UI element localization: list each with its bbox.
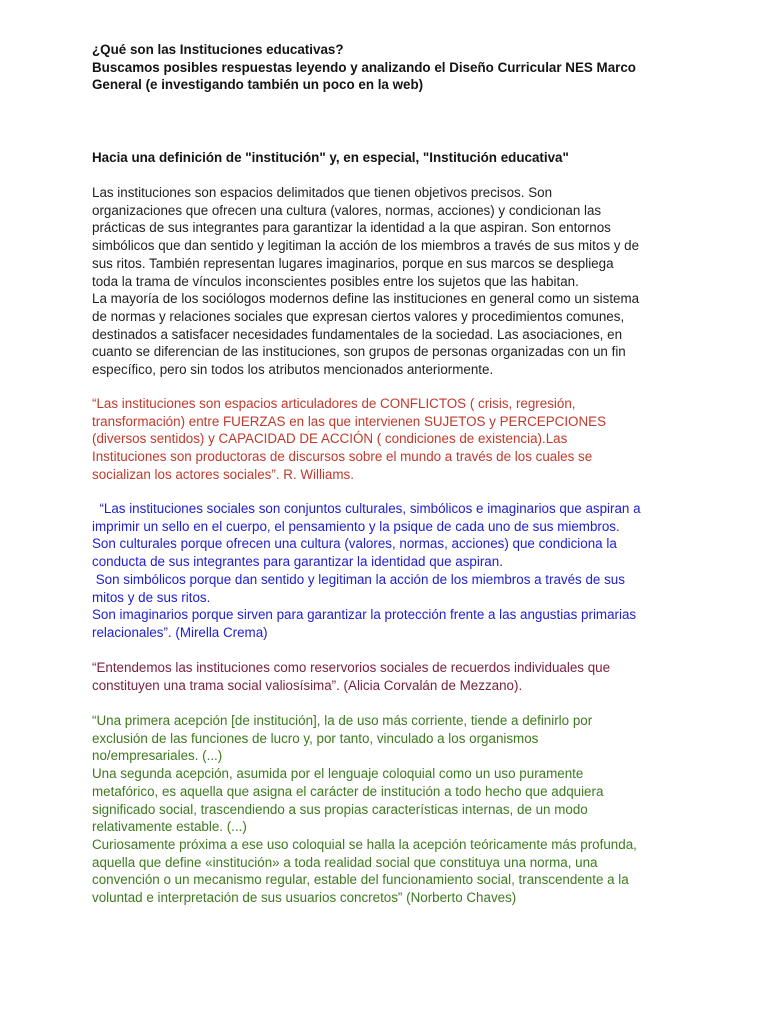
header-subtitle-line: Buscamos posibles respuestas leyendo y analizando el Diseño Curricular NES Marco bbox=[92, 59, 636, 75]
quote-crema bbox=[92, 500, 692, 642]
quote-line: “Las instituciones son espacios articuladores de CONFLICTOS ( crisis, regresión, bbox=[92, 396, 576, 411]
quote-line: exclusión de las funciones de lucro y, por tanto, vinculado a los organismos bbox=[92, 730, 539, 746]
header-title: ¿Qué son las Instituciones educativas? bbox=[92, 42, 344, 57]
paragraph-line: La mayoría de los sociólogos modernos define las instituciones en general como un sistema bbox=[92, 291, 640, 307]
quote-chaves bbox=[92, 712, 692, 907]
paragraph-line: de normas y relaciones sociales que expresan ciertos valores y procedimientos comunes, bbox=[92, 308, 625, 324]
quote-line: “Entendemos las instituciones como reservorios sociales de recuerdos individuales que bbox=[92, 660, 611, 675]
quote-line: imprimir un sello en el cuerpo, el pensamiento y la psique de cada uno de sus miembros. bbox=[92, 518, 620, 534]
quote-line: metafórico, es aquella que asigna el carácter de institución a todo hecho que adquiera bbox=[92, 783, 604, 799]
quote-corvalan bbox=[92, 659, 692, 694]
paragraph-line: cuanto se diferencian de las instituciones, son grupos de personas organizadas con un fin bbox=[92, 344, 626, 360]
quote-line: voluntad e interpretación de sus usuarios concretos” (Norberto Chaves) bbox=[92, 890, 517, 906]
quote-line: relacionales”. (Mirella Crema) bbox=[92, 624, 268, 640]
document-header bbox=[92, 41, 692, 94]
quote-line: “Una primera acepción [de institución], la de uso más corriente, tiende a definirlo por bbox=[92, 713, 593, 728]
quote-line: convención o un mecanismo regular, estable del funcionamiento social, transcendente a la bbox=[92, 872, 629, 888]
quote-williams bbox=[92, 395, 692, 484]
paragraph-line: Las instituciones son espacios delimitados que tienen objetivos precisos. Son bbox=[92, 185, 553, 200]
quote-line: relativamente estable. (...) bbox=[92, 819, 247, 835]
quote-line: Son culturales porque ofrecen una cultura (valores, normas, acciones) que condiciona la bbox=[92, 536, 617, 552]
paragraph-line: específico, pero sin todos los atributos mencionados anteriormente. bbox=[92, 362, 494, 378]
paragraph-line: prácticas de sus integrantes para garantizar la identidad a la que aspiran. Son entornos bbox=[92, 220, 611, 236]
quote-line: Curiosamente próxima a ese uso coloquial se halla la acepción teóricamente más profunda, bbox=[92, 836, 637, 852]
quote-line: constituyen una trama social valiosísima”. (Alicia Corvalán de Mezzano). bbox=[92, 677, 523, 693]
quote-line: significado social, trascendiendo a sus propias características internas, de un modo bbox=[92, 801, 588, 817]
quote-line: “Las instituciones sociales son conjuntos culturales, simbólicos e imaginarios que aspiran a bbox=[92, 501, 641, 516]
paragraph-line: destinados a satisfacer necesidades fundamentales de la sociedad. Las asociaciones, en bbox=[92, 326, 623, 342]
quote-line: Una segunda acepción, asumida por el lenguaje coloquial como un uso puramente bbox=[92, 766, 584, 782]
quote-line: Son simbólicos porque dan sentido y legitiman la acción de los miembros a través de sus bbox=[92, 571, 625, 587]
paragraph-line: simbólicos que dan sentido y legitiman la acción de los miembros a través de sus mitos y de bbox=[92, 238, 640, 254]
quote-line: conducta de sus integrantes para garantizar la identidad que aspiran. bbox=[92, 554, 503, 570]
quote-line: no/empresariales. (...) bbox=[92, 748, 223, 764]
quote-line: Son imaginarios porque sirven para garantizar la protección frente a las angustias primarias bbox=[92, 607, 637, 623]
paragraph-line: organizaciones que ofrecen una cultura (valores, normas, acciones) y condicionan las bbox=[92, 202, 602, 218]
quote-line: mitos y de sus ritos. bbox=[92, 589, 211, 605]
quote-line: (diversos sentidos) y CAPACIDAD DE ACCIÓN ( condiciones de existencia).Las bbox=[92, 431, 568, 447]
intro-paragraph bbox=[92, 184, 692, 379]
quote-line: socializan los actores sociales”. R. Williams. bbox=[92, 466, 354, 482]
header-subtitle-line: General (e investigando también un poco en la web) bbox=[92, 77, 424, 93]
quote-line: aquella que define «institución» a toda realidad social que constituya una norma, una bbox=[92, 854, 598, 870]
section-title: Hacia una definición de "institución" y, en especial, "Institución educativa" bbox=[92, 150, 569, 165]
quote-line: Instituciones son productoras de discursos sobre el mundo a través de los cuales se bbox=[92, 449, 593, 465]
paragraph-line: sus ritos. También representan lugares imaginarios, porque en sus marcos se despliega bbox=[92, 255, 614, 271]
quote-line: transformación) entre FUERZAS en las que intervienen SUJETOS y PERCEPCIONES bbox=[92, 413, 606, 429]
paragraph-line: toda la trama de vínculos inconscientes posibles entre los sujetos que las habitan. bbox=[92, 273, 579, 289]
